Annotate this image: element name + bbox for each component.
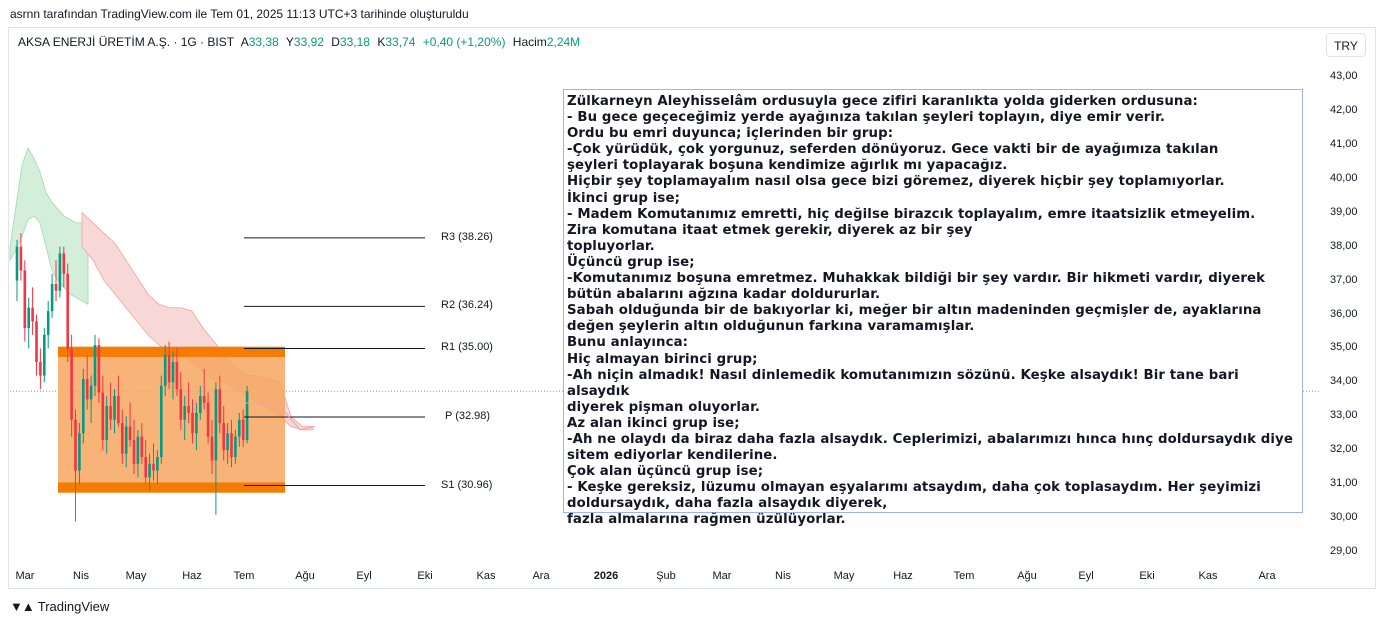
candle-body — [94, 345, 97, 386]
volume-value: 2,24M — [546, 35, 581, 49]
candle-body — [215, 389, 218, 460]
candle-body — [35, 321, 38, 362]
price-tick: 34,00 — [1330, 375, 1358, 388]
price-tick: 30,00 — [1330, 511, 1358, 524]
high-label: Y — [285, 35, 294, 49]
candle-body — [82, 379, 85, 433]
candle-body — [70, 348, 73, 419]
candle-body — [43, 335, 46, 376]
low-label: D — [331, 35, 340, 49]
time-tick: 2026 — [593, 570, 619, 582]
candle-body — [125, 426, 128, 453]
candle-body — [109, 406, 112, 420]
open-label: A — [240, 35, 249, 49]
candle-body — [172, 362, 175, 382]
candle-body — [156, 457, 159, 471]
candle-body — [133, 440, 136, 464]
price-tick: 38,00 — [1330, 239, 1358, 252]
text-note[interactable] — [563, 89, 1303, 528]
price-tick: 41,00 — [1330, 137, 1358, 150]
time-tick: Haz — [893, 570, 913, 582]
time-tick: Ağu — [1017, 570, 1037, 582]
time-tick: Tem — [233, 570, 255, 582]
time-tick: Ara — [1258, 570, 1276, 582]
time-tick: Eki — [1139, 570, 1155, 582]
candle-body — [66, 274, 69, 349]
price-tick: 35,00 — [1330, 341, 1358, 354]
change-value: +0,40 (+1,20%) — [422, 35, 506, 49]
candle-body — [191, 413, 194, 433]
open-value: 33,38 — [248, 35, 279, 49]
time-tick: May — [833, 570, 855, 582]
pivot-label: R2 (36.24) — [441, 299, 493, 312]
candle-body — [183, 406, 186, 420]
time-tick: Eyl — [1078, 570, 1094, 582]
time-tick: Kas — [476, 570, 496, 582]
time-tick: Mar — [15, 570, 35, 582]
price-tick: 36,00 — [1330, 307, 1358, 320]
range-box-bottom-band — [58, 482, 285, 492]
candle-body — [78, 433, 81, 470]
candle-body — [129, 426, 132, 440]
candle-body — [230, 433, 233, 457]
candle-body — [144, 457, 147, 477]
candle-body — [63, 253, 66, 273]
candle-body — [90, 386, 93, 400]
candle-body — [152, 464, 155, 471]
candle-body — [31, 308, 34, 322]
close-value: 33,74 — [385, 35, 416, 49]
candle-body — [102, 393, 105, 441]
price-tick: 39,00 — [1330, 205, 1358, 218]
symbol-name[interactable]: AKSA ENERJİ ÜRETİM A.Ş. · 1G · BIST — [18, 35, 235, 49]
time-tick: Nis — [73, 570, 89, 582]
pivot-label: R3 (38.26) — [441, 230, 493, 243]
price-tick: 43,00 — [1330, 70, 1358, 82]
candle-body — [24, 270, 27, 328]
candle-body — [219, 389, 222, 423]
candle-body — [86, 379, 89, 399]
chart-caption: asrnn tarafından TradingView.com ile Tem 01, 2025 11:13 UTC+3 tarihinde oluşturuldu — [10, 7, 469, 21]
candle-body — [203, 396, 206, 403]
time-tick: Şub — [656, 570, 676, 582]
candle-body — [187, 406, 190, 413]
price-tick: 33,00 — [1330, 409, 1358, 422]
cloud-green — [10, 148, 88, 304]
brand-text: TradingView — [37, 599, 110, 614]
candle-body — [55, 284, 58, 291]
candle-body — [137, 437, 140, 464]
candle-body — [141, 437, 144, 457]
brand[interactable] — [10, 599, 109, 614]
candle-body — [211, 437, 214, 461]
price-tick: 40,00 — [1330, 171, 1358, 184]
time-tick: Eki — [417, 570, 433, 582]
candle-body — [117, 396, 120, 423]
candle-body — [168, 355, 171, 382]
candle-body — [160, 386, 163, 457]
candle-body — [51, 284, 54, 311]
note-text: Zülkarneyn Aleyhisselâm ordusuyla gece zifiri karanlıkta yolda giderken ordusuna: - Bu gece geçeceğimiz yerde ayağınıza takılan şeyleri toplayın, diye emir verir. Ordu bu emri duyunca; içlerinden bir grup: -Çok yürüdük, çok yorgunuz, seferden dönüyoruz. Gece vakti bir de ayağımıza takılan şeyleri toplayarak boşuna kendimize ağırlık mı yapacağız. Hiçbir şey toplamayalım nasıl olsa gece bizi göremez, diyerek hiçbir şey toplamıyorlar. İkinci grup ise; - Madem Komutanımız emretti, hiç değilse birazcık toplayalım, emre itaatsizlik etmeyelim. Zira komutana itaat etmek gerekir, diyerek az bir şey topluyorlar. Üçüncü grup ise; -Komutanımız boşuna emretmez. Muhakkak bildiği bir şey vardır. Bir hikmeti vardır, diyerek bütün abalarını ağzına kadar doldururlar. Sabah olduğunda bir de bakıyorlar ki, meğer bir altın madeninden geçmişler de, ayaklarına değen şeylerin altın olduğunun farkına varamamışlar. Bunu anlayınca: Hiç almayan birinci grup; -Ah niçin almadık! Nasıl dinlemedik komutanımızın sözünü. Keşke alsaydık! Bir tane bari alsaydık diyerek pişman oluyorlar. Az alan ikinci grup ise; -Ah ne olaydı da biraz daha fazla alsaydık. Ceplerimizi, abalarımızı hınca hınç doldursaydık diye sitem ediyorlar kendilerine. Çok alan üçüncü grup ise; - Keşke gereksiz, lüzumu olmayan eşyalarımı atsaydım, daha çok toplasaydım. Her şeyimizi doldursaydık, daha fazla alsaydık diyerek, fazla almalarına rağmen üzülüyorlar. — [567, 94, 1293, 528]
tv-logo-icon: ▼▲ — [10, 599, 34, 614]
high-value: 33,92 — [293, 35, 324, 49]
pivot-label: S1 (30.96) — [441, 478, 493, 491]
time-tick: Ağu — [295, 570, 315, 582]
candle-body — [238, 420, 241, 437]
candle-body — [20, 247, 23, 271]
time-tick: Tem — [953, 570, 975, 582]
time-tick: Kas — [1198, 570, 1218, 582]
candle-body — [242, 420, 245, 440]
candle-body — [222, 423, 225, 450]
candle-body — [246, 391, 249, 440]
candle-body — [207, 403, 210, 437]
candle-body — [195, 413, 198, 433]
price-tick: 42,00 — [1330, 103, 1358, 116]
candle-body — [39, 362, 42, 376]
time-tick: May — [125, 570, 147, 582]
candle-body — [121, 423, 124, 454]
candle-body — [234, 437, 237, 457]
price-tick: 32,00 — [1330, 443, 1358, 456]
close-label: K — [377, 35, 386, 49]
candle-body — [148, 464, 151, 478]
candle-body — [176, 362, 179, 389]
candle-body — [164, 355, 167, 386]
candle-body — [199, 396, 202, 413]
candle-body — [226, 433, 229, 450]
range-box — [58, 347, 285, 493]
candle-body — [47, 311, 50, 335]
currency-button[interactable]: TRY — [1326, 33, 1366, 57]
candle-body — [113, 396, 116, 420]
time-tick: Ara — [532, 570, 550, 582]
volume-label: Hacim — [512, 35, 547, 49]
price-tick: 31,00 — [1330, 477, 1358, 490]
candle-body — [74, 420, 77, 471]
time-tick: Mar — [712, 570, 732, 582]
time-tick: Eyl — [356, 570, 372, 582]
candle-body — [59, 253, 62, 290]
pivot-label: P (32.98) — [445, 409, 491, 422]
candle-body — [16, 247, 19, 281]
low-value: 33,18 — [339, 35, 370, 49]
price-tick: 37,00 — [1330, 273, 1358, 286]
candle-body — [98, 345, 101, 393]
candle-body — [105, 406, 108, 440]
candle-body — [27, 308, 30, 328]
pivot-label: R1 (35.00) — [441, 341, 493, 354]
time-tick: Nis — [775, 570, 791, 582]
candle-body — [180, 389, 183, 420]
time-tick: Haz — [182, 570, 202, 582]
price-tick: 29,00 — [1330, 545, 1358, 558]
